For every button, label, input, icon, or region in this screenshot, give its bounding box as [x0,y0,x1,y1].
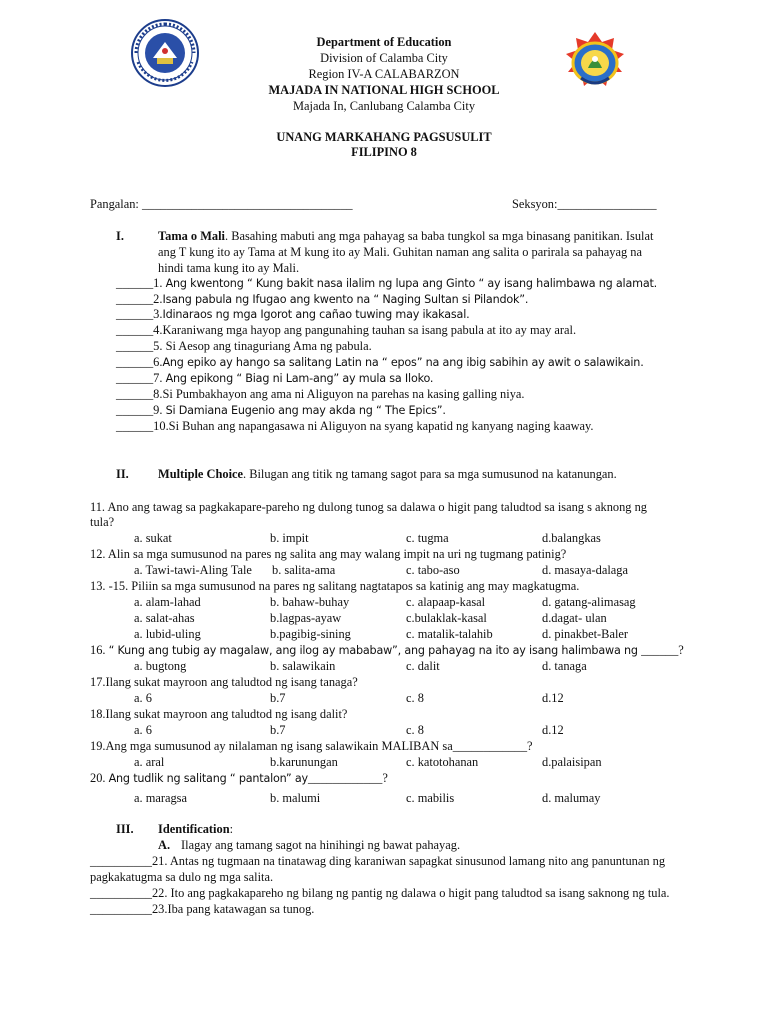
section-label: Seksyon: [512,197,558,211]
option[interactable]: c. tabo-aso [406,563,460,577]
part1-number: I. [116,229,124,243]
option[interactable]: d. tanaga [542,659,587,673]
section-line: ________________ [557,197,657,211]
name-label: Pangalan: [90,197,142,211]
option[interactable]: a. lubid-uling [134,627,201,641]
list-item: ______4.Karaniwang mga hayop ang pangunahing tauhan sa isang pabula at ito ay may aral. [116,323,577,337]
test-title: UNANG MARKAHANG PAGSUSULIT [276,130,492,144]
option[interactable]: a. 6 [134,723,152,737]
part3-sub-instruction: Ilagay ang tamang sagot na hinihingi ng bawat pahayag. [181,838,461,852]
test-subject: FILIPINO 8 [351,145,417,159]
question-11-line2: tula? [90,515,115,529]
option[interactable]: c. 8 [406,691,424,705]
part3-sub-number: A. [158,838,171,852]
option[interactable]: d. gatang-alimasag [542,595,636,609]
list-item: ______10.Si Buhan ang napangasawa ni Aliguyon na syang kapatid ng kanyang naging kaaway. [116,419,594,433]
part1-instruction-line1 [158,229,653,244]
option[interactable]: a. Tawi-tawi-Aling Tale [134,563,252,577]
option[interactable]: a. sukat [134,531,172,545]
header-address: Majada In, Canlubang Calamba City [292,99,476,113]
option[interactable]: c. mabilis [406,791,455,805]
option[interactable]: b.lagpas-ayaw [270,611,342,625]
question-18: 18.Ilang sukat mayroon ang taludtod ng isang dalit? [90,707,348,721]
part3-title: Identification [158,822,230,836]
part1-instruction-text: . Basahing mabuti ang mga pahayag sa baba tungkol sa mga binasang panitikan. Isulat [225,229,654,243]
part2-instruction [158,467,617,482]
part1-title: Tama o Mali [158,229,226,243]
option[interactable]: c. 8 [406,723,424,737]
question-21-line2: pagkakatugma sa dulo ng mga salita. [90,870,274,884]
list-item: ______6.Ang epiko ay hango sa salitang Latin na “ epos” na ang ibig sabihin ay awit o salawikain. [116,355,644,369]
part3-heading: Identification: [158,822,234,836]
option[interactable]: d. malumay [542,791,601,805]
option[interactable]: a. maragsa [134,791,187,805]
question-19: 19.Ang mga sumusunod ay nilalaman ng isang salawikain MALIBAN sa____________? [90,739,533,753]
question-12: 12. Alin sa mga sumusunod na pares ng salita ang may walang impit na uri ng tugmang patinig? [90,547,567,561]
part2-number: II. [116,467,129,481]
option[interactable]: c. katotohanan [406,755,479,769]
header-dept: Department of Education [316,35,452,49]
option[interactable]: d. masaya-dalaga [542,563,629,577]
option[interactable]: d.12 [542,723,564,737]
part3-number: III. [116,822,134,836]
list-item: ______2.Isang pabula ng Ifugao ang kwento na “ Naging Sultan si Pilandok”. [116,292,529,306]
header-school: MAJADA IN NATIONAL HIGH SCHOOL [268,83,500,97]
option[interactable]: a. alam-lahad [134,595,201,609]
option[interactable]: b. bahaw-buhay [270,595,350,609]
option[interactable]: d.balangkas [542,531,601,545]
option[interactable]: a. bugtong [134,659,187,673]
option[interactable]: b.7 [270,723,286,737]
part2-instruction-text: . Bilugan ang titik ng tamang sagot para sa mga sumusunod na katanungan. [243,467,617,481]
question-21-line1: __________21. Antas ng tugmaan na tinatawag ding karaniwan sapagkat sinusunod lamang nito ang panuntunan ng [90,854,666,868]
option[interactable]: a. 6 [134,691,152,705]
option[interactable]: d.palaisipan [542,755,602,769]
question-11-line1: 11. Ano ang tawag sa pagkakapare-pareho ng dulong tunog sa dalawa o higit pang taludtod sa isang s aknong ng [90,500,647,514]
list-item: ______1. Ang kwentong “ Kung bakit nasa ilalim ng lupa ang Ginto “ ay isang halimbawa ng alamat. [116,276,658,290]
question-20: 20. Ang tudlik ng salitang “ pantalon” ay____________? [90,771,388,785]
part1-instruction-line2: ang T kung ito ay Tama at M kung ito ay Mali. Guhitan naman ang salita o parirala sa pahayag na [158,245,642,259]
option[interactable]: c. dalit [406,659,440,673]
list-item: ______8.Si Pumbakhayon ang ama ni Aliguyon na parehas na kasing galling niya. [116,387,525,401]
option[interactable]: b.7 [270,691,286,705]
option[interactable]: d.12 [542,691,564,705]
option[interactable]: c. alapaap-kasal [406,595,486,609]
question-16: 16. “ Kung ang tubig ay magalaw, ang ilog ay mababaw”, ang pahayag na ito ay isang halimbawa ng ______? [90,643,684,657]
option[interactable]: b. malumi [270,791,321,805]
header-division: Division of Calamba City [320,51,448,65]
option[interactable]: c. tugma [406,531,449,545]
question-22: __________22. Ito ang pagkakapareho ng bilang ng pantig ng dalawa o higit pang taludtod sa isang saknong ng tula. [90,886,670,900]
part1-instruction-line3: hindi tama kung ito ay Mali. [158,261,300,275]
option[interactable]: b. salawikain [270,659,336,673]
name-line: __________________________________ [141,197,353,211]
header-region: Region IV-A CALABARZON [308,67,460,81]
option[interactable]: a. salat-ahas [134,611,195,625]
part2-title: Multiple Choice [158,467,244,481]
section-field[interactable] [512,197,657,212]
question-17: 17.Ilang sukat mayroon ang taludtod ng isang tanaga? [90,675,358,689]
list-item: ______3.Idinaraos ng mga Igorot ang cañao tuwing may ikakasal. [116,307,470,321]
question-23: __________23.Iba pang katawagan sa tunog. [90,902,315,916]
option[interactable]: b. impit [270,531,309,545]
option[interactable]: b. salita-ama [272,563,336,577]
option[interactable]: a. aral [134,755,165,769]
option[interactable]: d. pinakbet-Baler [542,627,629,641]
option[interactable]: b.karunungan [270,755,338,769]
option[interactable]: c.bulaklak-kasal [406,611,487,625]
name-field[interactable] [90,197,353,212]
option[interactable]: d.dagat- ulan [542,611,607,625]
option[interactable]: b.pagibig-sining [270,627,351,641]
question-13-15: 13. -15. Piliin sa mga sumusunod na pares ng salitang nagtatapos sa katinig ang may magkatugma. [90,579,580,593]
option[interactable]: c. matalik-talahib [406,627,493,641]
list-item: ______9. Si Damiana Eugenio ang may akda ng “ The Epics”. [116,403,446,417]
list-item: ______5. Si Aesop ang tinaguriang Ama ng pabula. [116,339,372,353]
list-item: ______7. Ang epikong “ Biag ni Lam-ang” ay mula sa Iloko. [116,371,434,385]
